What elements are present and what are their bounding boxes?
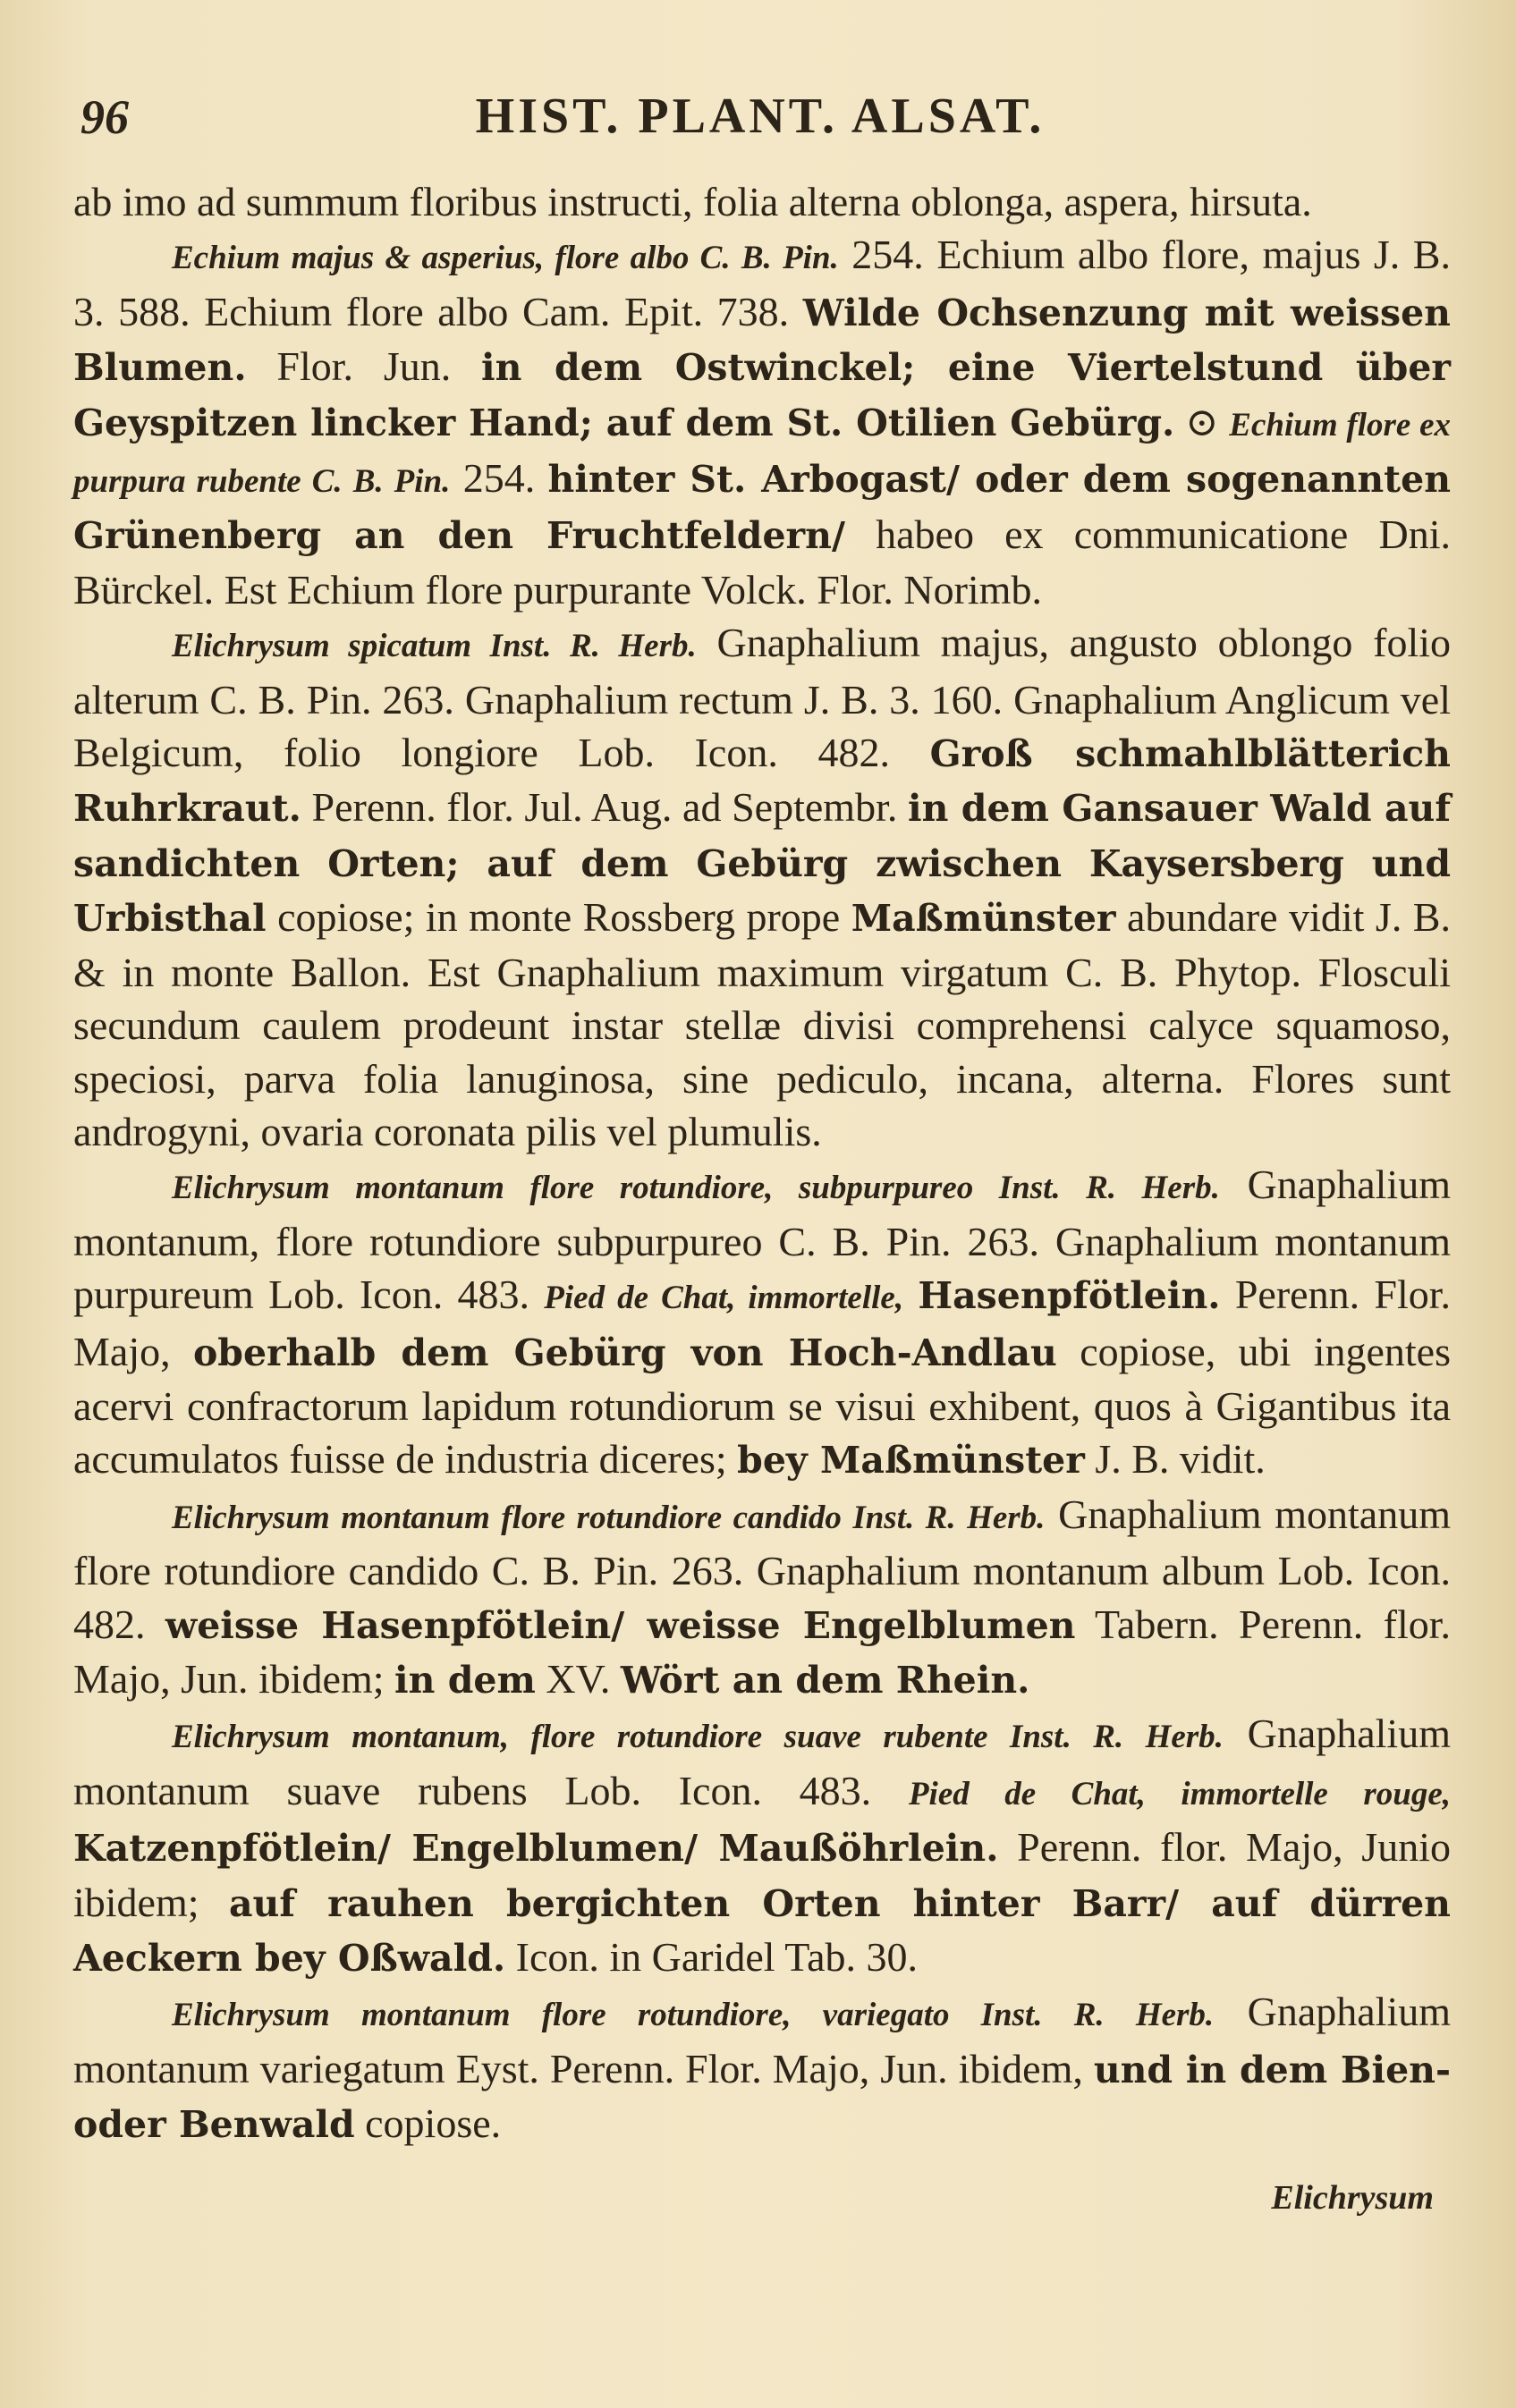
german-text: in dem <box>394 1658 536 1702</box>
body-text: Perenn. flor. Jul. Aug. ad Septembr. <box>301 784 908 831</box>
body-text: habeo ex communicatione Dni. Bürckel. Est Echium flore purpurante Volck. Flor. Norimb. <box>73 511 1451 613</box>
body-text: copiose; in monte Rossberg prope <box>266 894 851 941</box>
continued-paragraph <box>73 175 1451 228</box>
running-title: HIST. PLANT. ALSAT. <box>475 89 1046 144</box>
body-text: Flor. Jun. <box>246 343 482 390</box>
body-text <box>1218 399 1229 444</box>
catchword: Elichrysum <box>1271 2179 1434 2217</box>
body-text: Gnaphalium montanum suave rubens Lob. Icon. 483. <box>73 1711 1451 1813</box>
species-entry <box>73 1985 1451 2151</box>
german-text: Wilde Ochsenzung mit weissen Blumen. <box>73 291 1451 390</box>
body-text: Tabern. Perenn. flor. Majo, Jun. ibidem; <box>73 1601 1452 1702</box>
body-text: J. B. vidit. <box>1084 1436 1266 1483</box>
species-entry <box>73 1707 1451 1985</box>
german-text: und in dem Bien- oder Benwald <box>73 2048 1451 2147</box>
body-text: 254. Echium albo flore, majus J. B. 3. 588. Echium flore albo Cam. Epit. 738. <box>73 232 1451 334</box>
body-text: abundare vidit J. B. & in monte Ballon. Est Gnaphalium maximum virgatum C. B. Phytop. Flosculi secundum caulem prodeunt instar stellæ divisi comprehensi calyce squamoso, speciosi, parva folia lanuginosa, sine pediculo, incana, alterna. Flores sunt androgyni, ovaria coronata pilis vel plumulis. <box>73 894 1451 1154</box>
body-text: copiose, ubi ingentes acervi confractorum lapidum rotundiorum se visui exhibent, quos à Gigantibus ita accumulatos fuisse de industria diceres; <box>73 1328 1451 1483</box>
body-text: Gnaphalium montanum variegatum Eyst. Perenn. Flor. Majo, Jun. ibidem, <box>73 1989 1452 2091</box>
german-text: bey Maßmünster <box>737 1439 1085 1483</box>
latin-name: Elichrysum montanum flore rotundiore candido Inst. R. Herb. <box>172 1499 1046 1536</box>
body-text: Icon. in Garidel Tab. 30. <box>505 1934 919 1980</box>
german-text: in dem Ostwinckel; eine Viertelstund über Geyspitzen lincker Hand; auf dem St. Otilien Gebürg. <box>73 346 1451 444</box>
german-text: oberhalb dem Gebürg von Hoch-Andlau <box>192 1331 1057 1374</box>
body-text <box>1174 399 1185 444</box>
german-text: Groß schmahlblätterich Ruhrkraut. <box>73 732 1451 831</box>
species-entry <box>73 1158 1451 1487</box>
latin-name: Echium flore ex purpura rubente C. B. Pin. <box>73 406 1452 501</box>
species-entry <box>73 228 1451 616</box>
body-text <box>903 1272 918 1317</box>
body-text: Perenn. Flor. Majo, <box>73 1272 1452 1374</box>
latin-name: Elichrysum spicatum Inst. R. Herb. <box>172 628 697 665</box>
latin-name: Pied de Chat, immortelle rouge, <box>908 1775 1451 1812</box>
german-text: hinter St. Arbogast/ oder dem sogenannten Grünenberg an den Fruchtfeldern/ <box>73 458 1452 558</box>
body-text: Gnaphalium montanum flore rotundiore candido C. B. Pin. 263. Gnaphalium montanum album Lob. Icon. 482. <box>73 1491 1451 1647</box>
body-text: Perenn. flor. Majo, Junio ibidem; <box>73 1824 1451 1925</box>
page-number: 96 <box>80 90 129 144</box>
german-text: Katzenpfötlein/ Engelblumen/ Maußöhrlein. <box>73 1827 999 1871</box>
body-text: copiose. <box>354 2100 502 2147</box>
latin-name: Elichrysum montanum flore rotundiore, subpurpureo Inst. R. Herb. <box>172 1170 1220 1207</box>
latin-name: Echium majus & asperius, flore albo C. B. Pin. <box>172 240 839 277</box>
german-text: auf rauhen bergichten Orten hinter Barr/ auf dürren Aeckern bey Oßwald. <box>73 1881 1451 1980</box>
latin-name: Elichrysum montanum, flore rotundiore suave rubente Inst. R. Herb. <box>172 1719 1224 1756</box>
body-text: Gnaphalium majus, angusto oblongo folio alterum C. B. Pin. 263. Gnaphalium rectum J. B. 3. 160. Gnaphalium Anglicum vel Belgicum, folio longiore Lob. Icon. 482. <box>73 620 1451 776</box>
page-body <box>73 175 1451 2152</box>
species-entry <box>73 1488 1451 1708</box>
german-text: Wört an dem Rhein. <box>620 1658 1030 1702</box>
german-text: Hasenpfötlein. <box>918 1274 1221 1318</box>
german-text: in dem Gansauer Wald auf sandichten Orten; auf dem Gebürg zwischen Kaysersberg und Urbisthal <box>73 787 1451 941</box>
german-text: weisse Hasenpfötlein/ weisse Engelblumen <box>165 1603 1076 1647</box>
page-header <box>80 82 1440 154</box>
body-text: Gnaphalium montanum, flore rotundiore subpurpureo C. B. Pin. 263. Gnaphalium montanum purpureum Lob. Icon. 483. <box>73 1162 1451 1318</box>
german-text: Maßmünster <box>851 897 1116 941</box>
latin-name: Pied de Chat, immortelle, <box>544 1280 904 1317</box>
body-text: ab imo ad summum floribus instructi, folia alterna oblonga, aspera, hirsuta. <box>73 179 1312 224</box>
body-text: 254. <box>450 455 548 502</box>
annual-symbol: ⊙ <box>1185 400 1219 444</box>
body-text: XV. <box>535 1655 621 1702</box>
latin-name: Elichrysum montanum flore rotundiore, variegato Inst. R. Herb. <box>172 1997 1215 2034</box>
species-entry <box>73 616 1451 1158</box>
